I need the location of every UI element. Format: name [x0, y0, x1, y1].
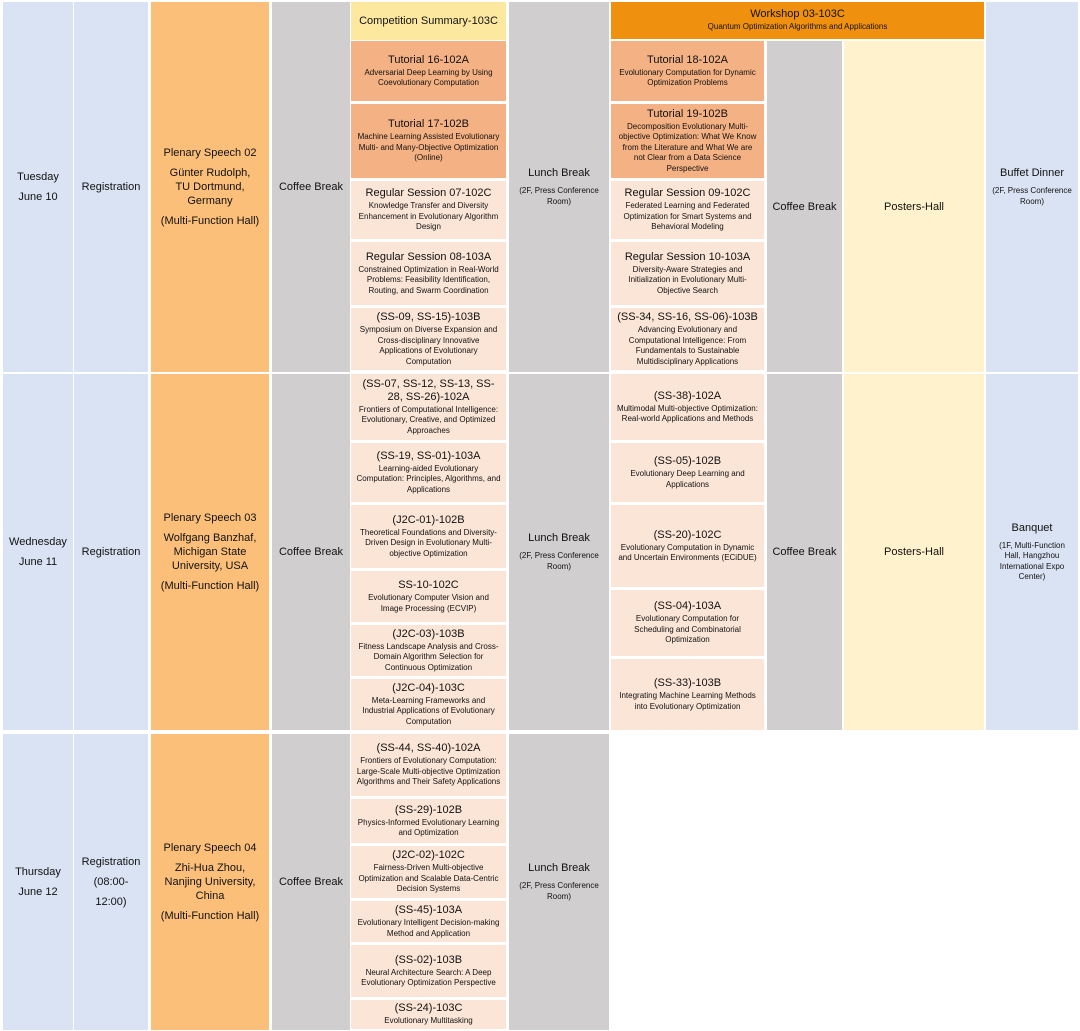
posters-cell	[844, 41, 984, 372]
session-title: Regular Session 10-103A	[624, 250, 751, 263]
coffee-break-cell	[272, 374, 350, 730]
session-subtitle: Evolutionary Multitasking	[384, 1016, 473, 1026]
coffee-break-cell	[272, 2, 350, 372]
session-title: (SS-05)-102B	[653, 455, 722, 467]
plenary-country: University, USA	[171, 560, 249, 572]
session-cell	[611, 659, 764, 730]
day-name: Thursday	[15, 866, 61, 878]
lunch-break-cell	[509, 734, 609, 1030]
workshop-cell	[611, 2, 984, 39]
coffee-break-cell	[767, 374, 842, 730]
session-subtitle: Machine Learning Assisted Evolutionary Multi- and Many-Objective Optimization (Online)	[357, 132, 500, 163]
evening-event-title: Buffet Dinner	[999, 167, 1064, 179]
coffee-break-label: Coffee Break	[772, 546, 837, 558]
lunch-break-label: Lunch Break	[528, 532, 590, 544]
plenary-cell	[151, 2, 269, 372]
plenary-cell	[151, 374, 269, 730]
day-cell	[3, 2, 73, 372]
session-cell	[351, 374, 506, 440]
session-cell	[611, 505, 764, 587]
session-subtitle: Evolutionary Computer Vision and Image Processing (ECVIP)	[368, 593, 489, 613]
workshop-title: Workshop 03-103C	[750, 8, 845, 21]
session-cell	[351, 734, 506, 796]
session-cell	[611, 308, 764, 370]
session-title: (SS-38)-102A	[653, 389, 722, 402]
session-title: Regular Session 07-102C	[365, 187, 492, 200]
coffee-break-label: Coffee Break	[772, 200, 837, 213]
session-subtitle: Constrained Optimization in Real-World Problems: Feasibility Identification, Routing, and Swarm Coordination	[358, 264, 499, 295]
session-subtitle: Evolutionary Computation for Dynamic Optimization Problems	[619, 67, 756, 87]
session-title: Regular Session 09-102C	[624, 187, 751, 200]
session-subtitle: Frontiers of Computational Intelligence: Evolutionary, Creative, and Optimized Approaches	[358, 404, 499, 435]
lunch-break-venue: (2F, Press Conference Room)	[519, 881, 599, 901]
plenary-title: Plenary Speech 02	[163, 147, 257, 159]
plenary-country: Germany	[187, 195, 233, 207]
session-subtitle: Fairness-Driven Multi-objective Optimization and Scalable Data-Centric Decision Systems	[358, 863, 499, 894]
plenary-venue: (Multi-Function Hall)	[160, 910, 260, 922]
session-cell	[351, 945, 506, 997]
plenary-affiliation: TU Dortmund,	[175, 181, 245, 193]
session-cell	[351, 41, 506, 101]
registration-label: Registration	[81, 546, 141, 558]
session-subtitle: Meta-Learning Frameworks and Industrial Applications of Evolutionary Computation	[362, 695, 495, 726]
coffee-break-cell	[272, 734, 350, 1030]
session-cell	[611, 181, 764, 239]
session-cell	[611, 590, 764, 656]
registration-cell	[74, 734, 148, 1030]
session-subtitle: Advancing Evolutionary and Computational Intelligence: From Fundamentals to Sustainable Multidisciplinary Applications	[628, 325, 747, 366]
session-subtitle: Theoretical Foundations and Diversity-Driven Design in Evolutionary Multi-objective Optimization	[360, 527, 497, 558]
session-cell	[351, 901, 506, 942]
evening-event-venue: (1F, Multi-Function Hall, Hangzhou International Expo Center)	[999, 540, 1065, 581]
posters-cell	[844, 374, 984, 730]
plenary-title: Plenary Speech 04	[163, 842, 257, 854]
session-title: (SS-24)-103C	[394, 1002, 463, 1015]
session-title: Competition Summary-103C	[359, 14, 498, 27]
session-subtitle: Fitness Landscape Analysis and Cross-Domain Algorithm Selection for Continuous Optimization	[358, 641, 499, 672]
session-title: Tutorial 16-102A	[388, 53, 469, 66]
session-subtitle: Adversarial Deep Learning by Using Coevolutionary Computation	[364, 67, 493, 87]
lunch-break-label: Lunch Break	[528, 862, 590, 874]
session-title: (SS-20)-102C	[653, 528, 722, 541]
session-subtitle: Evolutionary Intelligent Decision-making Method and Application	[357, 918, 500, 938]
session-subtitle: Evolutionary Deep Learning and Applications	[630, 469, 745, 489]
plenary-venue: (Multi-Function Hall)	[160, 215, 260, 227]
session-subtitle: Physics-Informed Evolutionary Learning and Optimization	[357, 817, 500, 837]
session-title: Tutorial 17-102B	[388, 118, 469, 131]
plenary-speaker: Zhi-Hua Zhou,	[174, 862, 246, 874]
session-title: (SS-02)-103B	[394, 953, 463, 966]
session-cell	[351, 2, 506, 40]
coffee-break-label: Coffee Break	[278, 876, 343, 888]
lunch-break-label: Lunch Break	[528, 167, 590, 179]
plenary-speaker: Günter Rudolph,	[169, 167, 251, 179]
session-cell	[351, 505, 506, 568]
session-cell	[611, 374, 764, 440]
evening-event-cell	[986, 374, 1078, 730]
registration-label: Registration	[81, 181, 141, 193]
plenary-affiliation: Nanjing University,	[164, 876, 256, 888]
session-subtitle: Integrating Machine Learning Methods into Evolutionary Optimization	[619, 691, 756, 711]
session-cell	[351, 181, 506, 239]
day-date: June 12	[18, 886, 58, 898]
session-subtitle: Evolutionary Computation in Dynamic and Uncertain Environments (ECiDUE)	[618, 542, 757, 562]
plenary-cell	[151, 734, 269, 1030]
session-title: (SS-19, SS-01)-103A	[376, 449, 481, 462]
session-title: (SS-44, SS-40)-102A	[376, 742, 481, 755]
day-name: Tuesday	[17, 171, 59, 183]
session-title: (SS-33)-103B	[653, 677, 722, 689]
evening-event-venue: (2F, Press Conference Room)	[992, 186, 1072, 206]
plenary-speaker: Wolfgang Banzhaf,	[163, 532, 257, 544]
plenary-venue: (Multi-Function Hall)	[160, 580, 260, 592]
session-subtitle: Decomposition Evolutionary Multi-objective Optimization: What We Know from the Literature and What We are not Clear from a Data Science Perspective	[618, 121, 757, 173]
session-subtitle: Learning-aided Evolutionary Computation: Principles, Algorithms, and Applications	[356, 463, 501, 494]
session-title: (J2C-02)-102C	[392, 849, 465, 862]
session-subtitle: Evolutionary Computation for Scheduling and Combinatorial Optimization	[634, 614, 741, 645]
registration-cell	[74, 374, 148, 730]
evening-event-title: Banquet	[1011, 521, 1053, 534]
session-title: Tutorial 18-102A	[647, 53, 728, 66]
registration-label: Registration	[81, 856, 141, 868]
session-cell	[351, 443, 506, 502]
session-title: (J2C-03)-103B	[392, 627, 465, 640]
session-subtitle: Frontiers of Evolutionary Computation: Large-Scale Multi-objective Optimization Algorithms and Their Safety Applications	[356, 756, 501, 787]
lunch-break-venue: (2F, Press Conference Room)	[519, 186, 599, 206]
session-cell	[351, 846, 506, 898]
session-title: Tutorial 19-102B	[647, 107, 728, 120]
session-subtitle: Federated Learning and Federated Optimization for Smart Systems and Behavioral Modeling	[623, 201, 752, 232]
session-cell	[351, 625, 506, 676]
session-title: (SS-09, SS-15)-103B	[376, 311, 481, 323]
session-title: (J2C-01)-102B	[392, 513, 465, 526]
session-subtitle: Knowledge Transfer and Diversity Enhancement in Evolutionary Algorithm Design	[358, 201, 499, 232]
session-title: (SS-45)-103A	[394, 904, 463, 916]
session-subtitle: Diversity-Aware Strategies and Initialization in Evolutionary Multi-Objective Search	[628, 264, 747, 295]
session-cell	[351, 571, 506, 622]
session-subtitle: Neural Architecture Search: A Deep Evolutionary Optimization Perspective	[361, 967, 496, 987]
session-subtitle: Multimodal Multi-objective Optimization: Real-world Applications and Methods	[617, 403, 758, 423]
session-cell	[351, 1000, 506, 1029]
registration-cell	[74, 2, 148, 372]
coffee-break-label: Coffee Break	[278, 181, 343, 193]
session-cell	[351, 679, 506, 730]
posters-label: Posters-Hall	[884, 546, 944, 558]
session-title: (SS-34, SS-16, SS-06)-103B	[617, 311, 758, 323]
lunch-break-venue: (2F, Press Conference Room)	[519, 551, 599, 571]
posters-label: Posters-Hall	[884, 200, 944, 213]
plenary-title: Plenary Speech 03	[163, 512, 257, 524]
session-title: (SS-29)-102B	[394, 803, 463, 816]
lunch-break-cell	[509, 2, 609, 372]
session-cell	[351, 799, 506, 843]
session-cell	[611, 443, 764, 502]
session-cell	[351, 104, 506, 178]
session-cell	[351, 242, 506, 305]
session-title: (SS-04)-103A	[653, 600, 722, 613]
day-name: Wednesday	[9, 536, 67, 548]
session-cell	[351, 308, 506, 370]
workshop-subtitle: Quantum Optimization Algorithms and Applications	[707, 22, 888, 32]
session-subtitle: Symposium on Diverse Expansion and Cross-disciplinary Innovative Applications of Evolutionary Computation	[359, 325, 498, 366]
session-title: (SS-07, SS-12, SS-13, SS-28, SS-26)-102A	[362, 377, 495, 403]
coffee-break-cell	[767, 41, 842, 372]
session-cell	[611, 104, 764, 178]
registration-time: (08:00-12:00)	[93, 876, 129, 908]
session-title: Regular Session 08-103A	[365, 250, 492, 263]
coffee-break-label: Coffee Break	[278, 546, 343, 558]
day-cell	[3, 734, 73, 1030]
plenary-affiliation: Michigan State	[173, 546, 247, 558]
day-date: June 10	[18, 191, 58, 203]
day-date: June 11	[18, 556, 58, 568]
session-title: SS-10-102C	[398, 579, 459, 591]
plenary-country: China	[195, 890, 225, 902]
session-cell	[611, 41, 764, 101]
lunch-break-cell	[509, 374, 609, 730]
session-title: (J2C-04)-103C	[392, 681, 465, 694]
day-cell	[3, 374, 73, 730]
evening-event-cell	[986, 2, 1078, 372]
session-cell	[611, 242, 764, 305]
